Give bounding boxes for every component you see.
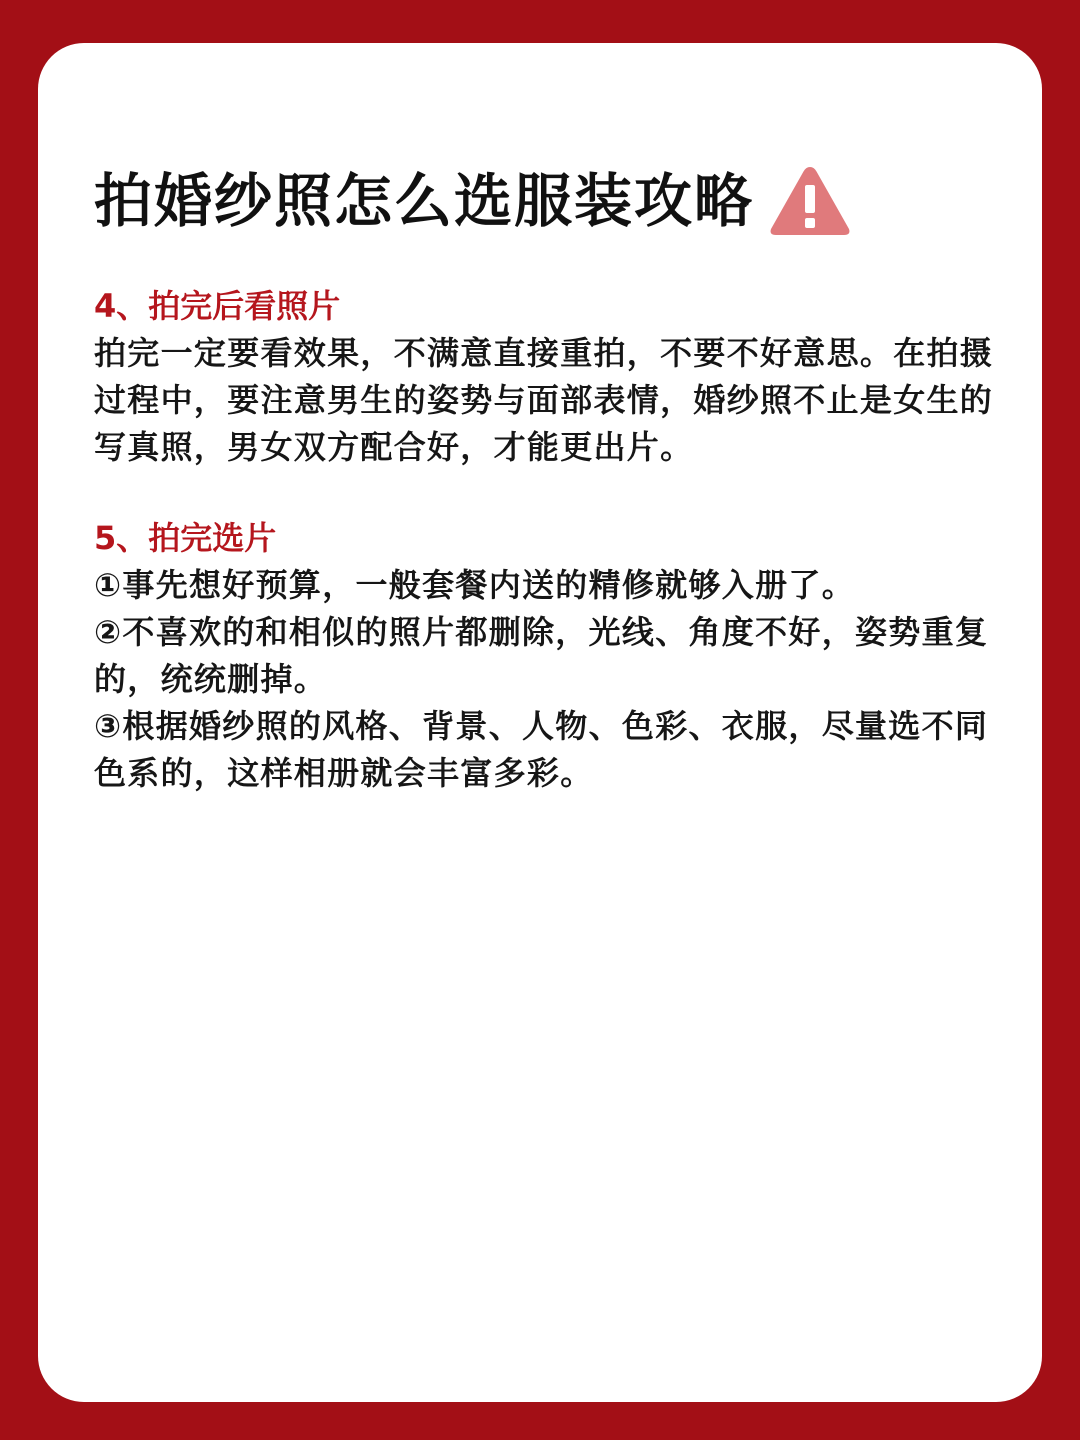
section-4 xyxy=(94,283,994,471)
content-card xyxy=(38,43,1042,1402)
warning-triangle-icon xyxy=(768,163,852,239)
section-heading: 5、拍完选片 xyxy=(94,519,277,557)
tip-item-1: ①事先想好预算，一般套餐内送的精修就够入册了。 xyxy=(94,566,855,604)
page-title: 拍婚纱照怎么选服装攻略 xyxy=(94,167,755,235)
title-row xyxy=(94,161,852,241)
section-heading: 4、拍完后看照片 xyxy=(94,287,341,325)
tip-item-2: ②不喜欢的和相似的照片都删除，光线、角度不好，姿势重复的，统统删掉。 xyxy=(94,613,989,698)
tip-item-3: ③根据婚纱照的风格、背景、人物、色彩、衣服，尽量选不同色系的，这样相册就会丰富多彩。 xyxy=(94,707,989,792)
section-5 xyxy=(94,515,994,797)
section-paragraph: 拍完一定要看效果，不满意直接重拍，不要不好意思。在拍摄过程中，要注意男生的姿势与面部表情，婚纱照不止是女生的写真照，男女双方配合好，才能更出片。 xyxy=(94,334,994,466)
